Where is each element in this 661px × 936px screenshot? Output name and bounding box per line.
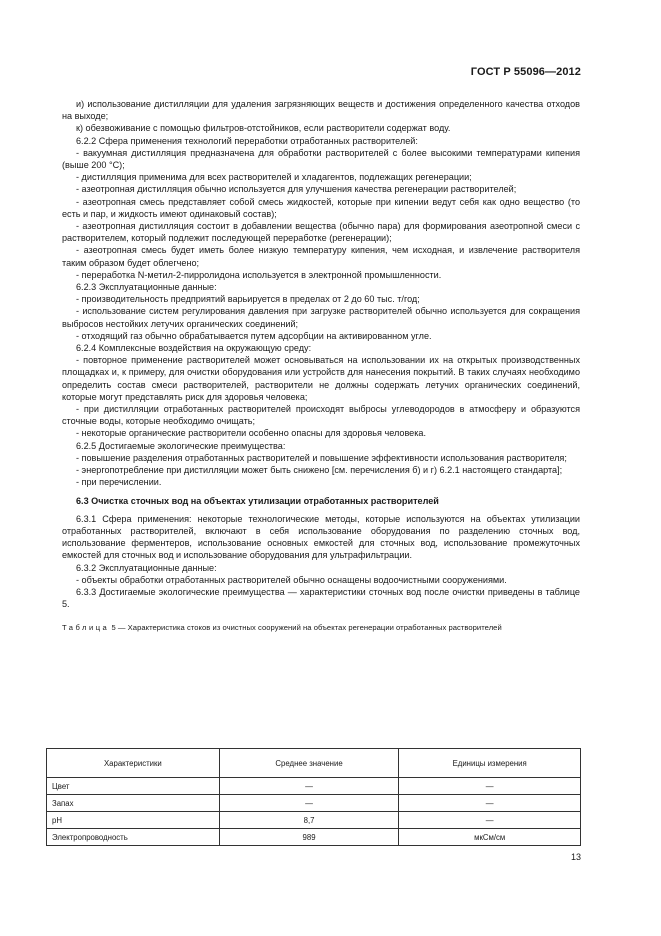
table-cell: Электропроводность [47,829,220,846]
table-row [47,795,581,812]
page-number: 13 [570,852,581,862]
paragraph: - производительность предприятий варьируется в пределах от 2 до 60 тыс. т/год; [76,294,420,305]
table-cell: — [399,795,581,812]
paragraph: - энергопотребление при дистилляции может быть снижено [см. перечисления б) и г) 6.2.1 настоящего стандарта]; [76,465,563,476]
paragraph: 6.2.2 Сфера применения технологий переработки отработанных растворителей: [76,135,418,146]
paragraph: 6.2.4 Комплексные воздействия на окружающую среду: [76,343,312,354]
paragraph: - объекты обработки отработанных растворителей обычно оснащены водоочистными сооружениями. [76,574,507,585]
section-heading: 6.3 Очистка сточных вод на объектах утилизации отработанных растворителей [76,495,439,506]
paragraph: - при дистилляции отработанных растворителей происходят выбросы углеводородов в атмосферу и образуются сточные воды, которые необходимо очищать; [62,404,580,427]
table-row [47,829,581,846]
paragraph: - отходящий газ обычно обрабатывается путем адсорбции на активированном угле. [76,330,432,341]
paragraph: - дистилляция применима для всех растворителей и хладагентов, подлежащих регенерации; [76,172,472,183]
paragraph: - переработка N-метил-2-пирролидона используется в электронной промышленности. [76,269,442,280]
paragraph: - азеотропная дистилляция состоит в добавлении вещества (обычно пара) для формирования азеотропной смеси с растворителем, который подлежит последующей переработке (регенерации); [62,221,580,244]
paragraph: - повторное применение растворителей может основываться на использовании их на открытых производственных площадках и, к примеру, для очистки оборудования или устройств для нанесения покрытий. В таких случаях необходимо определить состав смеси растворителей, растворители не должны содержать летучих органических соединений, которые могут представлять риск для здоровья человека; [62,355,580,402]
paragraph: - некоторые органические растворители особенно опасны для здоровья человека. [76,428,426,439]
paragraph: и) использование дистилляции для удаления загрязняющих веществ и достижения определенного качества отходов на выходе; [62,99,580,122]
table-caption-word: Таблица [62,623,110,633]
paragraph: - азеотропная смесь представляет собой смесь жидкостей, которые при кипении ведут себя как одно вещество (то есть и пар, и жидкость имеют одинаковый состав); [62,196,580,219]
table-cell: мкСм/см [399,829,581,846]
table-cell: Цвет [47,778,220,795]
column-header: Характеристики [47,749,220,778]
table-cell: — [399,812,581,829]
table-cell: — [219,795,399,812]
paragraph: к) обезвоживание с помощью фильтров-отстойников, если растворители содержат воду. [76,123,451,134]
paragraph: - вакуумная дистилляция предназначена для обработки растворителей с более высокими температурами кипения (выше 200 °С); [62,147,580,171]
table-cell: — [399,778,581,795]
paragraph: 6.3.2 Эксплуатационные данные: [76,562,217,573]
paragraph: 6.3.1 Сфера применения: некоторые технологические методы, которые используются на объектах утилизации отработанных растворителей, включают в себя использование оборудования по разделению сточных вод, использование ферментеров, использование основных емкостей для сточных вод, использование промежуточных емкостей для сточных вод и использование оборудования для ультрафильтрации. [62,513,580,561]
table-cell: 8,7 [219,812,399,829]
table-caption [62,622,580,633]
table-caption-text: 5 — Характеристика стоков из очистных сооружений на объектах регенерации отработанных растворителей [109,623,502,633]
column-header: Среднее значение [219,749,399,778]
table-cell: — [219,778,399,795]
table-header-row [47,749,581,778]
characteristics-table [46,748,581,846]
table-cell: pH [47,812,220,829]
paragraph: - азеотропная смесь будет иметь более низкую температуру кипения, чем исходная, и извлечение растворителя таким образом будет облегчено; [62,245,580,268]
paragraph: 6.2.3 Эксплуатационные данные: [76,282,217,293]
paragraph: - повышение разделения отработанных растворителей и повышение эффективности использования растворителя; [76,452,567,463]
column-header: Единицы измерения [399,749,581,778]
table-row [47,812,581,829]
paragraph: - азеотропная дистилляция обычно используется для улучшения качества регенерации растворителей; [76,184,517,195]
table-cell: 989 [219,829,399,846]
table-cell: Запах [47,795,220,812]
paragraph: 6.2.5 Достигаемые экологические преимущества: [76,440,286,451]
body-text [62,98,580,633]
standard-header: ГОСТ Р 55096—2012 [470,66,581,78]
paragraph: 6.3.3 Достигаемые экологические преимущества — характеристики сточных вод после очистки приведены в таблице 5. [62,586,580,610]
paragraph: - при перечислении. [76,477,162,488]
table-row [47,778,581,795]
paragraph: - использование систем регулирования давления при загрузке растворителей обычно используется для сокращения выбросов нестойких летучих органических соединений; [62,306,580,329]
